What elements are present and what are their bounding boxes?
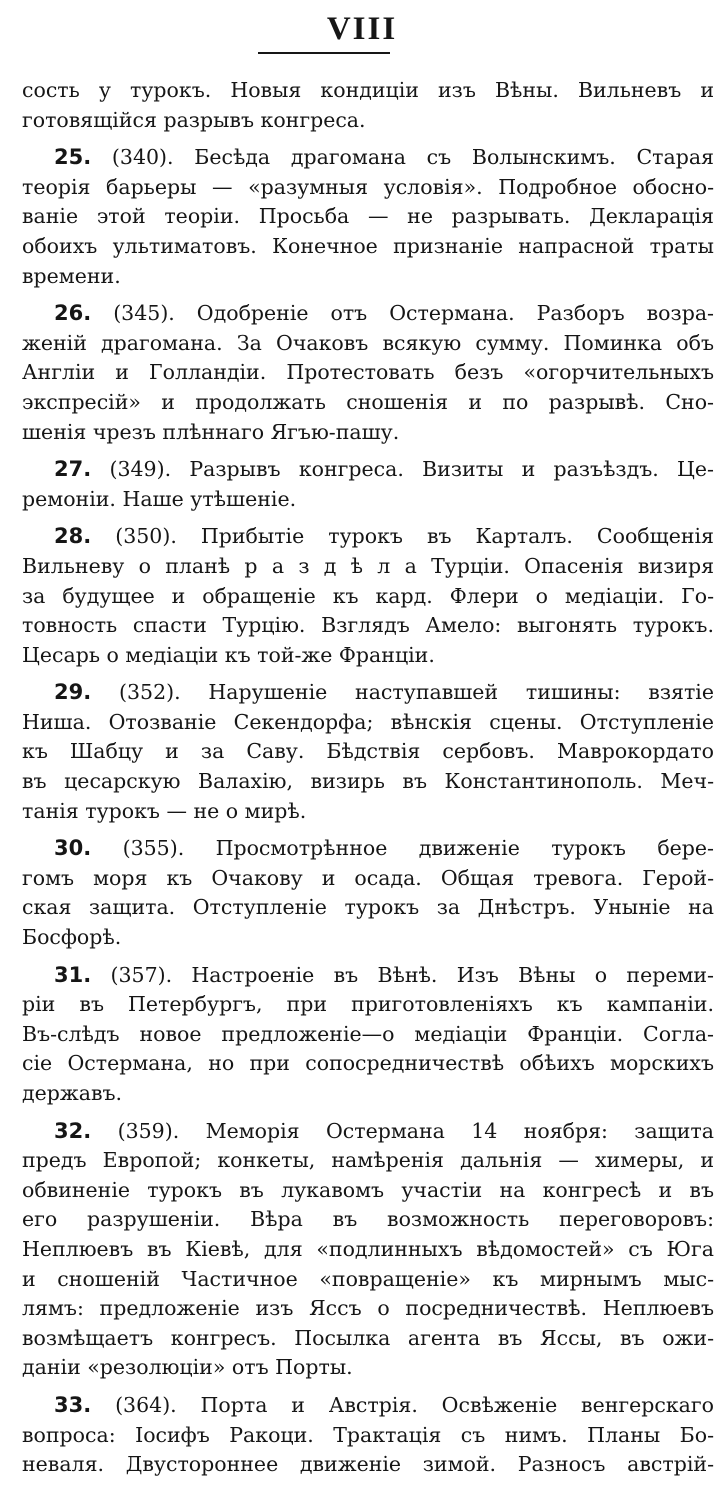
text-line [22, 1079, 714, 1109]
text-line [22, 1146, 714, 1176]
text-line [22, 923, 714, 953]
text-line [22, 418, 714, 448]
line-text: (355). Просмотрѣнное движеніе турокъ бере- [122, 836, 714, 861]
text-line [22, 329, 714, 359]
text-line [22, 834, 714, 864]
line-text: за будущее и обращеніе къ кард. Флери о медіаціи. Го- [22, 583, 714, 608]
line-text: даніи «резолюціи» отъ Порты. [22, 1355, 353, 1380]
line-text: сіе Остермана, но при сопосредничествѣ обѣихъ морскихъ [22, 1051, 714, 1076]
entry-26 [22, 299, 714, 447]
line-text: товность спасти Турцію. Взглядъ Амело: выгонять турокъ. [22, 613, 714, 638]
line-text: предъ Европой; конкеты, намѣренія дальнія — химеры, и [22, 1148, 714, 1173]
entry-number: 29. [54, 680, 92, 705]
line-text: и сношеній Частичное «повращеніе» къ мирнымъ мыс- [22, 1266, 714, 1291]
text-line [22, 797, 714, 827]
text-line [22, 990, 714, 1020]
text-line [22, 388, 714, 418]
line-text: (359). Меморія Остермана 14 ноября: защита [117, 1118, 714, 1143]
line-text: времени. [22, 263, 121, 288]
entry-number: 30. [54, 836, 92, 861]
header-rule [258, 52, 390, 54]
line-text: Въ-слѣдъ новое предложеніе—о медіаціи Франціи. Согла- [22, 1021, 714, 1046]
text-line [22, 76, 714, 106]
text-line [22, 864, 714, 894]
text-line [22, 893, 714, 923]
text-line [22, 299, 714, 329]
entry-number: 27. [54, 457, 92, 482]
line-text: (352). Нарушеніе наступавшей тишины: взятіе [119, 680, 714, 705]
text-line [22, 1205, 714, 1235]
line-text: (357). Настроеніе въ Вѣнѣ. Изъ Вѣны о переми- [110, 962, 714, 987]
line-text: (364). Порта и Австрія. Освѣженіе венгерскаго [115, 1392, 714, 1417]
text-line [22, 611, 714, 641]
line-text: (340). Бесѣда драгомана съ Волынскимъ. Старая [111, 145, 714, 170]
line-text: ская защита. Отступленіе турокъ за Днѣстръ. Уныніе на [22, 895, 714, 920]
line-text: (345). Одобреніе отъ Остермана. Разборъ возра- [113, 301, 714, 326]
line-text: сость у турокъ. Новыя кондиціи изъ Вѣны. Вильневъ и [22, 78, 714, 102]
line-text: обвиненіе турокъ въ лукавомъ участіи на конгресѣ и въ [22, 1177, 714, 1202]
text-line [22, 1049, 714, 1079]
line-text: ремоніи. Наше утѣшеніе. [22, 486, 297, 511]
text-line [22, 1391, 714, 1421]
line-text: ріи въ Петербургъ, при приготовленіяхъ къ кампаніи. [22, 992, 714, 1017]
text-line [22, 708, 714, 738]
text-line [22, 455, 714, 485]
line-text: готовящійся разрывъ конгреса. [22, 107, 366, 132]
entry-number: 26. [54, 301, 92, 326]
line-text: (349). Разрывъ конгреса. Визиты и разъѣздъ. Це- [109, 457, 714, 482]
text-line [22, 202, 714, 232]
text-line [22, 1294, 714, 1324]
text-line [22, 1265, 714, 1295]
text-line [22, 358, 714, 388]
line-text: обоихъ ультиматовъ. Конечное признаніе напрасной траты [22, 233, 714, 258]
text-line [22, 737, 714, 767]
entry-number: 31. [54, 962, 92, 987]
line-text: Неплюевъ въ Кіевѣ, для «подлинныхъ вѣдомостей» съ Юга [22, 1236, 714, 1261]
text-line [22, 262, 714, 292]
entry-number: 32. [54, 1118, 92, 1143]
text-line [22, 1117, 714, 1147]
page-header [0, 10, 724, 48]
text-line [22, 767, 714, 797]
text-line [22, 1324, 714, 1354]
line-text: шенія чрезъ плѣннаго Ягъю-пашу. [22, 419, 400, 444]
line-text: вопроса: Іосифъ Ракоци. Трактація съ нимъ. Планы Бо- [22, 1422, 714, 1447]
line-text: въ цесарскую Валахію, визирь въ Константинополь. Меч- [22, 769, 714, 794]
line-text: Цесарь о медіаціи къ той-же Франціи. [22, 642, 435, 667]
text-line [22, 1235, 714, 1265]
entry-28 [22, 522, 714, 670]
text-line [22, 1020, 714, 1050]
page-text [22, 76, 714, 1488]
text-line [22, 582, 714, 612]
entry-25 [22, 143, 714, 291]
text-line [22, 678, 714, 708]
line-text: теорія барьеры — «разумныя условія». Подробное обосно- [22, 174, 714, 199]
text-line [22, 1421, 714, 1451]
entry-30 [22, 834, 714, 952]
line-text: экспресій» и продолжать сношенія и по разрывѣ. Сно- [22, 389, 714, 414]
line-text: возмѣщаетъ конгресъ. Посылка агента въ Яссы, въ ожи- [22, 1325, 714, 1350]
line-text: женій драгомана. За Очаковъ всякую сумму. Поминка объ [22, 330, 714, 355]
text-line [22, 173, 714, 203]
text-line [22, 552, 714, 582]
line-text: Босфорѣ. [22, 925, 122, 950]
entry-continuation [22, 76, 714, 135]
text-line [22, 961, 714, 991]
text-line [22, 1450, 714, 1480]
entry-31 [22, 961, 714, 1109]
line-text: его разрушеніи. Вѣра въ возможность переговоровъ: [22, 1207, 714, 1232]
text-line [22, 1176, 714, 1206]
text-line [22, 485, 714, 515]
line-text: (350). Прибытіе турокъ въ Карталъ. Сообщенія [115, 524, 714, 549]
text-line [22, 1353, 714, 1383]
entry-29 [22, 678, 714, 826]
line-text: ваніе этой теоріи. Просьба — не разрывать. Декларація [22, 204, 714, 229]
text-line [22, 641, 714, 671]
entry-27 [22, 455, 714, 514]
line-text: Вильневу о планѣ р а з д ѣ л а Турціи. Опасенія визиря [22, 553, 714, 578]
line-text: державъ. [22, 1081, 123, 1105]
entry-number: 33. [54, 1392, 92, 1417]
line-text: гомъ моря къ Очакову и осада. Общая тревога. Герой- [22, 865, 714, 890]
line-text: танія турокъ — не о мирѣ. [22, 798, 307, 823]
line-text: неваля. Двустороннее движеніе зимой. Разносъ австрій- [22, 1452, 714, 1477]
line-text: Англіи и Голландіи. Протестовать безъ «огорчительныхъ [22, 360, 714, 385]
entry-number: 28. [54, 524, 92, 549]
line-text: лямъ: предложеніе изъ Яссъ о посредничествѣ. Неплюевъ [22, 1296, 714, 1321]
text-line [22, 106, 714, 136]
line-text: Ниша. Отозваніе Секендорфа; вѣнскія сцены. Отступленіе [22, 709, 714, 734]
text-line [22, 143, 714, 173]
entry-number: 25. [54, 145, 92, 170]
entry-32 [22, 1117, 714, 1383]
line-text: къ Шабцу и за Саву. Бѣдствія сербовъ. Маврокордато [22, 739, 714, 764]
text-line [22, 522, 714, 552]
entry-33 [22, 1391, 714, 1480]
text-line [22, 232, 714, 262]
page-number: VIII [326, 11, 398, 47]
